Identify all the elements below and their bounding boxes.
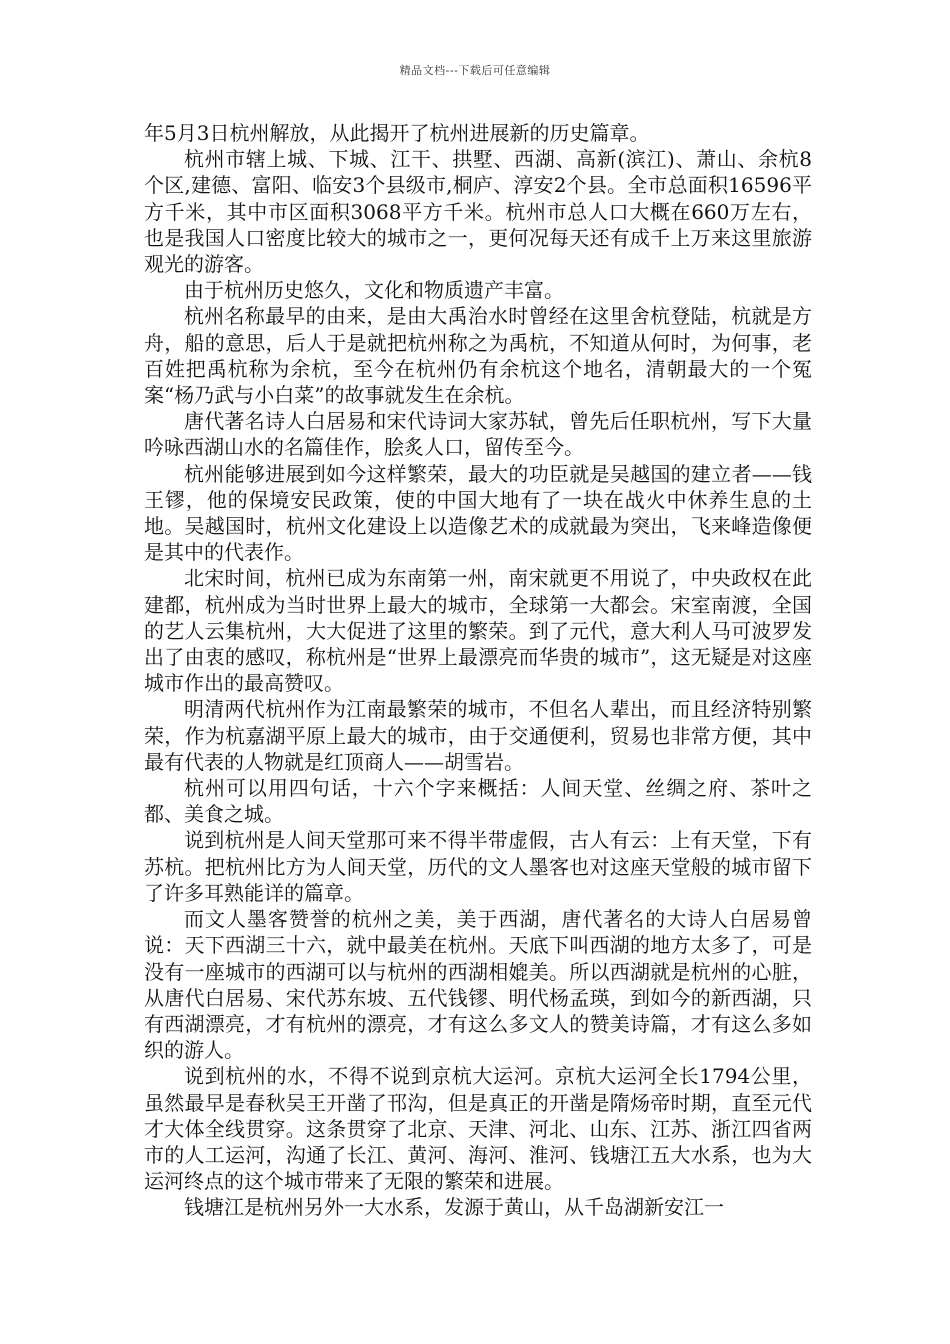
paragraph-paradise: 说到杭州是人间天堂那可来不得半带虚假，古人有云：上有天堂，下有苏杭。把杭州比方为人间天堂，历代的文人墨客也对这座天堂般的城市留下了许多耳熟能详的篇章。 — [144, 828, 812, 905]
paragraph-grand-canal: 说到杭州的水，不得不说到京杭大运河。京杭大运河全长1794公里，虽然最早是春秋吴王开凿了邗沟，但是真正的开凿是隋炀帝时期，直至元代才大体全线贯穿。这条贯穿了北京、天津、河北、山东、江苏、浙江四省两市的人工运河，沟通了长江、黄河、海河、淮河、钱塘江五大水系，也为大运河终点的这个城市带来了无限的繁荣和进展。 — [144, 1064, 812, 1194]
paragraph-poets: 唐代著名诗人白居易和宋代诗词大家苏轼，曾先后任职杭州，写下大量吟咏西湖山水的名篇佳作，脍炙人口，留传至今。 — [144, 409, 812, 460]
paragraph-districts: 杭州市辖上城、下城、江干、拱墅、西湖、高新(滨江)、萧山、余杭8个区,建德、富阳、临安3个县级市,桐庐、淳安2个县。全市总面积16596平方千米，其中市区面积3068平方千米。杭州市总人口大概在660万左右，也是我国人口密度比较大的城市之一，更何况每天还有成千上万来这里旅游观光的游客。 — [144, 147, 812, 277]
paragraph-wuyue: 杭州能够进展到如今这样繁荣，最大的功臣就是吴越国的建立者——钱王镠，他的保境安民政策，使的中国大地有了一块在战火中休养生息的土地。吴越国时，杭州文化建设上以造像艺术的成就最为突出，飞来峰造像便是其中的代表作。 — [144, 461, 812, 565]
paragraph-song-dynasty: 北宋时间，杭州已成为东南第一州，南宋就更不用说了，中央政权在此建都，杭州成为当时世界上最大的城市，全球第一大都会。宋室南渡，全国的艺人云集杭州，大大促进了这里的繁荣。到了元代，意大利人马可波罗发出了由衷的感叹，称杭州是“世界上最漂亮而华贵的城市”，这无疑是对这座城市作出的最高赞叹。 — [144, 566, 812, 696]
paragraph-name-origin: 杭州名称最早的由来，是由大禹治水时曾经在这里舍杭登陆，杭就是方舟，船的意思，后人于是就把杭州称之为禹杭，不知道从何时，为何事，老百姓把禹杭称为余杭，至今在杭州仍有余杭这个地名，清朝最大的一个冤案“杨乃武与小白菜”的故事就发生在余杭。 — [144, 304, 812, 408]
document-body — [144, 120, 812, 1221]
paragraph-ming-qing: 明清两代杭州作为江南最繁荣的城市，不但名人辈出，而且经济特别繁荣，作为杭嘉湖平原上最大的城市，由于交通便利，贸易也非常方便，其中最有代表的人物就是红顶商人——胡雪岩。 — [144, 697, 812, 774]
page-header: 精品文档---下载后可任意编辑 — [399, 64, 551, 77]
paragraph-liberation-date: 年5月3日杭州解放，从此揭开了杭州进展新的历史篇章。 — [144, 121, 650, 145]
paragraph-west-lake: 而文人墨客赞誉的杭州之美，美于西湖，唐代著名的大诗人白居易曾说：天下西湖三十六，就中最美在杭州。天底下叫西湖的地方太多了，可是没有一座城市的西湖可以与杭州的西湖相媲美。所以西湖就是杭州的心脏，从唐代白居易、宋代苏东坡、五代钱镠、明代杨孟瑛，到如今的新西湖，只有西湖漂亮，才有杭州的漂亮，才有这么多文人的赞美诗篇，才有这么多如织的游人。 — [144, 907, 812, 1063]
paragraph-qiantang-river: 钱塘江是杭州另外一大水系，发源于黄山，从千岛湖新安江一 — [184, 1195, 724, 1220]
paragraph-heritage: 由于杭州历史悠久，文化和物质遗产丰富。 — [184, 278, 564, 303]
paragraph-four-phrases: 杭州可以用四句话，十六个字来概括：人间天堂、丝绸之府、茶叶之都、美食之城。 — [144, 776, 812, 827]
